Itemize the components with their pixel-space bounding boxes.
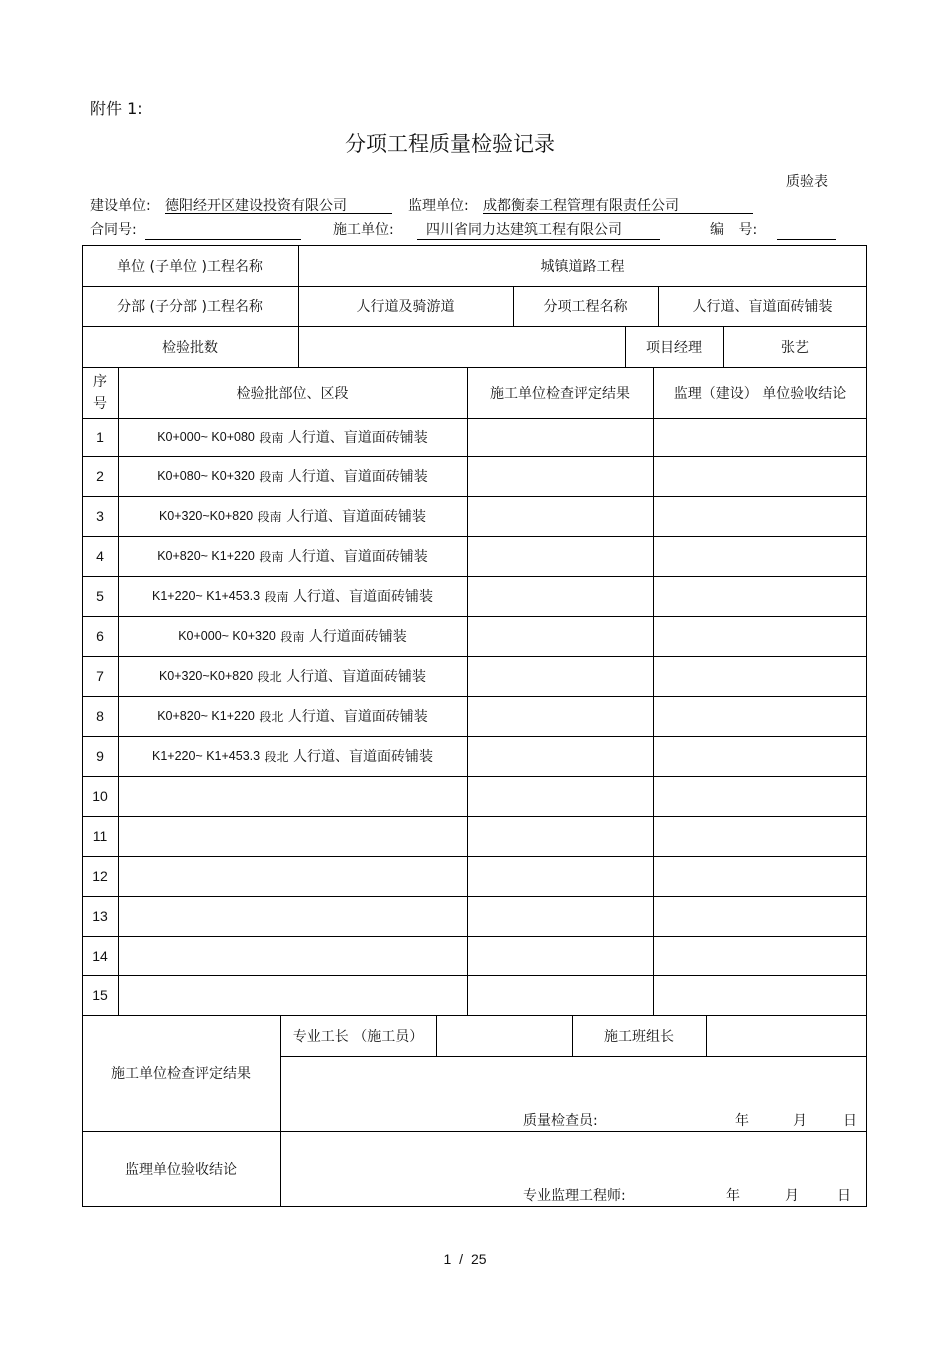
row-8-no: 8 bbox=[96, 708, 104, 724]
row-3-no: 3 bbox=[96, 508, 104, 524]
inspector-date-month: 月 bbox=[793, 1113, 807, 1129]
construction-unit-label: 施工单位: bbox=[333, 222, 394, 238]
row-13-no: 13 bbox=[92, 908, 108, 924]
row-1-station: K0+000~ K0+080 bbox=[157, 430, 255, 444]
team-leader-label: 施工班组长 bbox=[604, 1028, 674, 1045]
row-5-no: 5 bbox=[96, 588, 104, 604]
supervision-unit-underline bbox=[483, 213, 753, 214]
row-6-desc: 人行道面砖铺装 bbox=[308, 629, 407, 645]
division-value: 人行道及骑游道 bbox=[356, 299, 455, 315]
unit-project-value: 城镇道路工程 bbox=[540, 258, 625, 275]
row-9-side: 段北 bbox=[264, 749, 289, 764]
row-5-station: K1+220~ K1+453.3 bbox=[151, 589, 261, 603]
row-4-side: 段南 bbox=[259, 549, 284, 564]
construction-unit-value: 四川省同力达建筑工程有限公司 bbox=[426, 222, 622, 238]
row-7-no: 7 bbox=[96, 668, 104, 684]
foreman-value bbox=[436, 1015, 572, 1056]
row-9-location bbox=[118, 736, 467, 776]
contract-no-underline bbox=[145, 239, 301, 240]
serial-no-underline bbox=[777, 239, 836, 240]
build-unit-value: 德阳经开区建设投资有限公司 bbox=[165, 198, 347, 214]
row-11-no: 11 bbox=[92, 828, 108, 844]
row-3-side: 段南 bbox=[257, 509, 282, 524]
row-1-location bbox=[118, 418, 467, 456]
row-8-side: 段北 bbox=[259, 709, 284, 724]
row-1-desc: 人行道、盲道面砖铺装 bbox=[287, 430, 428, 446]
row-4-no: 4 bbox=[96, 548, 104, 564]
build-unit-underline bbox=[165, 213, 392, 214]
supervision-conclusion-label: 监理单位验收结论 bbox=[125, 1162, 237, 1178]
engineer-date-month: 月 bbox=[785, 1188, 799, 1204]
batch-count-value bbox=[298, 326, 625, 367]
row-2-station: K0+080~ K0+320 bbox=[157, 469, 255, 483]
subitem-value: 人行道、盲道面砖铺装 bbox=[692, 299, 833, 315]
row-4-location bbox=[118, 536, 467, 576]
column-header-seq-line2: 号 bbox=[93, 395, 107, 412]
supervision-engineer-label: 专业监理工程师: bbox=[523, 1188, 626, 1204]
construction-unit-underline bbox=[417, 239, 660, 240]
row-3-desc: 人行道、盲道面砖铺装 bbox=[286, 509, 427, 525]
division-label: 分部 (子分部 )工程名称 bbox=[117, 299, 263, 315]
row-7-location bbox=[118, 656, 467, 696]
row-6-no: 6 bbox=[96, 628, 104, 644]
engineer-date-day: 日 bbox=[837, 1188, 851, 1204]
unit-project-label: 单位 (子单位 )工程名称 bbox=[117, 258, 263, 275]
row-9-station: K1+220~ K1+453.3 bbox=[151, 749, 261, 763]
row-7-desc: 人行道、盲道面砖铺装 bbox=[286, 669, 427, 685]
engineer-date-year: 年 bbox=[726, 1188, 740, 1204]
row-7-station: K0+320~K0+820 bbox=[158, 669, 254, 683]
row-2-no: 2 bbox=[96, 468, 104, 484]
supervision-unit-value: 成都衡泰工程管理有限责任公司 bbox=[483, 198, 679, 214]
column-header-supervision-conclusion: 监理（建设） 单位验收结论 bbox=[673, 385, 847, 402]
row-6-station: K0+000~ K0+320 bbox=[178, 629, 276, 643]
row-8-desc: 人行道、盲道面砖铺装 bbox=[287, 709, 428, 725]
row-3-station: K0+320~K0+820 bbox=[158, 509, 254, 523]
row-10-no: 10 bbox=[92, 788, 108, 804]
row-6-side: 段南 bbox=[280, 629, 305, 644]
row-14-no: 14 bbox=[92, 947, 108, 964]
quality-inspector-label: 质量检查员: bbox=[523, 1113, 598, 1129]
batch-count-label: 检验批数 bbox=[162, 339, 218, 356]
build-unit-label: 建设单位: bbox=[90, 198, 151, 214]
subitem-label: 分项工程名称 bbox=[543, 299, 628, 315]
row-2-side: 段南 bbox=[259, 469, 284, 484]
column-header-seq bbox=[82, 367, 118, 418]
row-5-location bbox=[118, 576, 467, 616]
row-5-desc: 人行道、盲道面砖铺装 bbox=[293, 589, 433, 605]
row-2-desc: 人行道、盲道面砖铺装 bbox=[287, 469, 428, 485]
inspector-date-day: 日 bbox=[843, 1113, 857, 1129]
column-header-contractor-result: 施工单位检查评定结果 bbox=[490, 385, 630, 402]
column-header-location: 检验批部位、区段 bbox=[236, 385, 349, 402]
inspector-date-year: 年 bbox=[735, 1113, 749, 1129]
row-4-station: K0+820~ K1+220 bbox=[157, 549, 255, 563]
team-leader-value bbox=[706, 1015, 867, 1056]
page-indicator: 1 / 25 bbox=[443, 1251, 487, 1267]
attachment-label: 附件 1: bbox=[90, 99, 143, 118]
row-4-desc: 人行道、盲道面砖铺装 bbox=[287, 549, 428, 565]
project-manager-value: 张艺 bbox=[781, 339, 809, 356]
row-1-no: 1 bbox=[96, 429, 104, 445]
serial-no-label: 编 号: bbox=[710, 222, 758, 238]
foreman-label: 专业工长 （施工员） bbox=[292, 1028, 424, 1045]
row-15-no: 15 bbox=[92, 987, 108, 1003]
row-2-location bbox=[118, 456, 467, 496]
project-manager-label: 项目经理 bbox=[646, 339, 702, 356]
row-6-location bbox=[118, 616, 467, 656]
contractor-result-label: 施工单位检查评定结果 bbox=[111, 1066, 251, 1082]
row-8-station: K0+820~ K1+220 bbox=[157, 709, 255, 723]
row-7-side: 段北 bbox=[257, 669, 282, 684]
column-header-seq-line1: 序 bbox=[93, 373, 107, 390]
page-title: 分项工程质量检验记录 bbox=[345, 132, 555, 156]
row-9-no: 9 bbox=[96, 748, 104, 764]
row-12-no: 12 bbox=[92, 868, 108, 884]
row-1-side: 段南 bbox=[259, 430, 284, 445]
row-5-side: 段南 bbox=[264, 589, 289, 604]
row-9-desc: 人行道、盲道面砖铺装 bbox=[293, 749, 433, 765]
row-8-location bbox=[118, 696, 467, 736]
contract-no-label: 合同号: bbox=[90, 222, 137, 238]
form-type-label: 质验表 bbox=[786, 174, 828, 190]
row-3-location bbox=[118, 496, 467, 536]
supervision-unit-label: 监理单位: bbox=[408, 198, 469, 214]
